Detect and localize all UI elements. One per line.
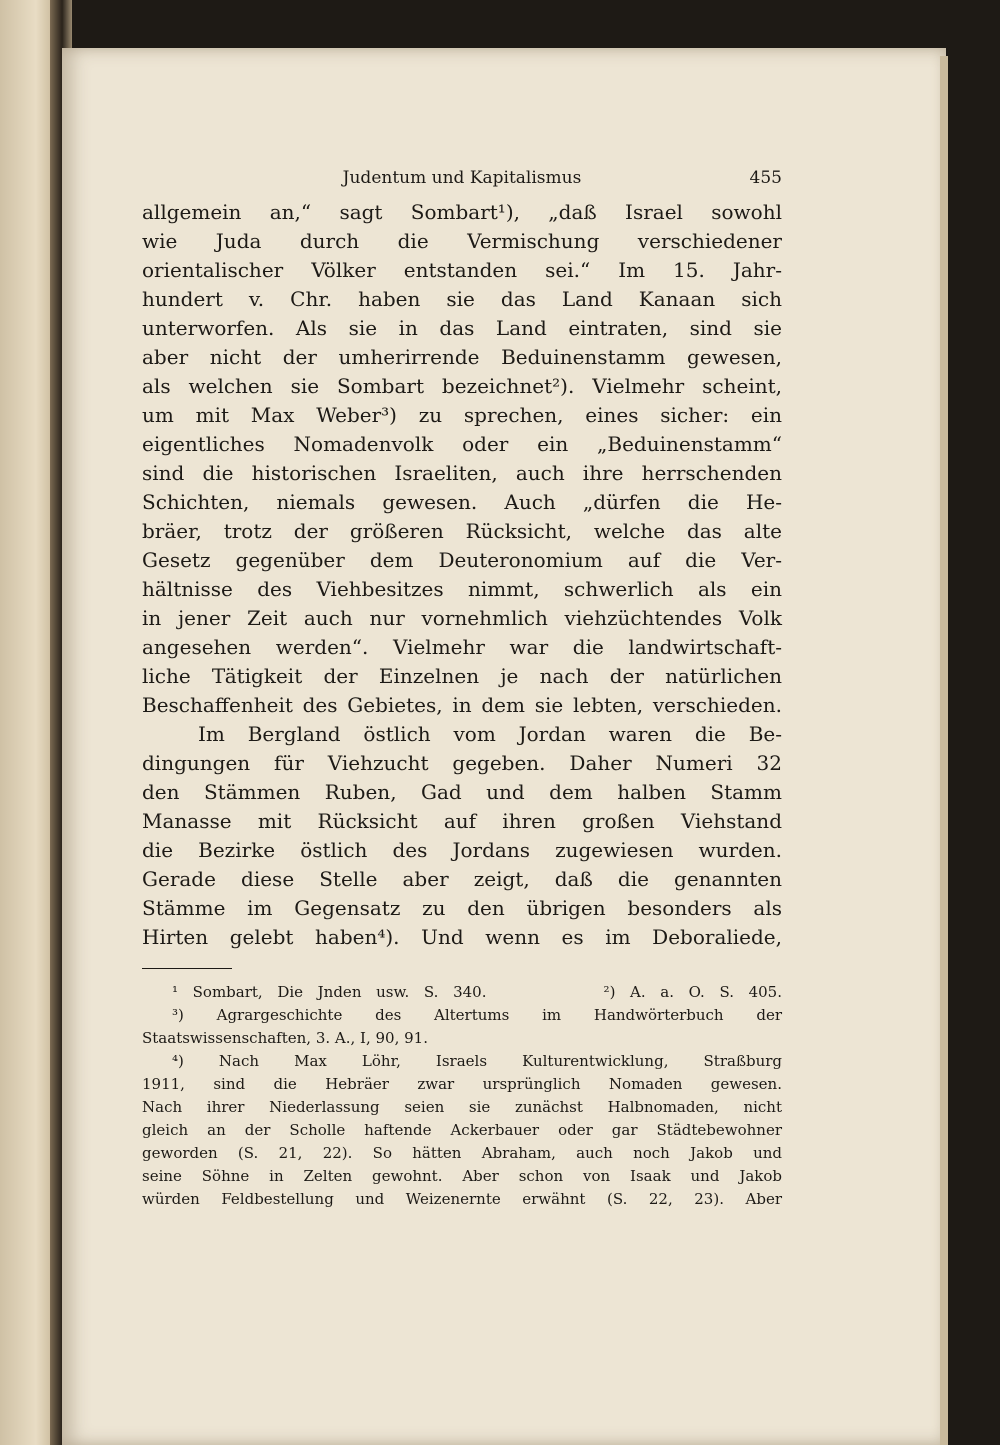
- footnote-line: 1911, sind die Hebräer zwar ursprünglich Nomaden gewesen.: [142, 1075, 782, 1093]
- footnote-rule: [142, 968, 232, 969]
- body-line: hundert v. Chr. haben sie das Land Kanaan sich: [142, 287, 782, 311]
- footnote-line: würden Feldbestellung und Weizenernte erwähnt (S. 22, 23). Aber: [142, 1190, 782, 1208]
- footnote-line: ⁴) Nach Max Löhr, Israels Kulturentwicklung, Straßburg: [172, 1052, 782, 1070]
- body-line: Manasse mit Rücksicht auf ihren großen Viehstand: [142, 809, 782, 833]
- body-line: liche Tätigkeit der Einzelnen je nach der natürlichen: [142, 664, 782, 688]
- footnote-line: geworden (S. 21, 22). So hätten Abraham, auch noch Jakob und: [142, 1144, 782, 1162]
- body-line: als welchen sie Sombart bezeichnet²). Vielmehr scheint,: [142, 374, 782, 398]
- footnote-line: Staatswissenschaften, 3. A., I, 90, 91.: [142, 1029, 428, 1047]
- running-head-title: Judentum und Kapitalismus: [342, 168, 582, 188]
- body-line: Im Bergland östlich vom Jordan waren die Be-: [198, 722, 782, 746]
- body-text: [142, 198, 782, 952]
- page-right-edge: [940, 56, 948, 1445]
- body-line: Stämme im Gegensatz zu den übrigen besonders als: [142, 896, 782, 920]
- footnote-line: Nach ihrer Niederlassung seien sie zunächst Halbnomaden, nicht: [142, 1098, 782, 1116]
- body-line: Gerade diese Stelle aber zeigt, daß die genannten: [142, 867, 782, 891]
- body-line: die Bezirke östlich des Jordans zugewiesen wurden.: [142, 838, 782, 862]
- page-content: [142, 158, 782, 1211]
- footnote-line: ¹ Sombart, Die Jnden usw. S. 340. ²) A. a. O. S. 405.: [172, 983, 782, 1001]
- footnote-line: ³) Agrargeschichte des Altertums im Handwörterbuch der: [172, 1006, 782, 1024]
- body-line: orientalischer Völker entstanden sei.“ Im 15. Jahr-: [142, 258, 782, 282]
- body-line: Hirten gelebt haben⁴). Und wenn es im Deboraliede,: [142, 925, 782, 949]
- footnotes: [142, 981, 782, 1211]
- body-line: angesehen werden“. Vielmehr war die landwirtschaft-: [142, 635, 782, 659]
- footnote-line: seine Söhne in Zelten gewohnt. Aber schon von Isaak und Jakob: [142, 1167, 782, 1185]
- body-line: unterworfen. Als sie in das Land eintraten, sind sie: [142, 316, 782, 340]
- footnote-line: gleich an der Scholle haftende Ackerbauer oder gar Städtebewohner: [142, 1121, 782, 1139]
- body-line: eigentliches Nomadenvolk oder ein „Beduinenstamm“: [142, 432, 782, 456]
- body-line: dingungen für Viehzucht gegeben. Daher Numeri 32: [142, 751, 782, 775]
- page-number: 455: [749, 168, 782, 188]
- body-line: aber nicht der umherirrende Beduinenstamm gewesen,: [142, 345, 782, 369]
- body-line: Schichten, niemals gewesen. Auch „dürfen die He-: [142, 490, 782, 514]
- body-line: Beschaffenheit des Gebietes, in dem sie lebten, verschieden.: [142, 693, 782, 717]
- body-line: sind die historischen Israeliten, auch ihre herrschenden: [142, 461, 782, 485]
- body-line: in jener Zeit auch nur vornehmlich viehzüchtendes Volk: [142, 606, 782, 630]
- body-line: bräer, trotz der größeren Rücksicht, welche das alte: [142, 519, 782, 543]
- body-line: allgemein an,“ sagt Sombart¹), „daß Israel sowohl: [142, 200, 782, 224]
- running-head: [142, 158, 782, 198]
- body-line: wie Juda durch die Vermischung verschiedener: [142, 229, 782, 253]
- body-line: hältnisse des Viehbesitzes nimmt, schwerlich als ein: [142, 577, 782, 601]
- body-line: um mit Max Weber³) zu sprechen, eines sicher: ein: [142, 403, 782, 427]
- body-line: den Stämmen Ruben, Gad und dem halben Stamm: [142, 780, 782, 804]
- body-line: Gesetz gegenüber dem Deuteronomium auf die Ver-: [142, 548, 782, 572]
